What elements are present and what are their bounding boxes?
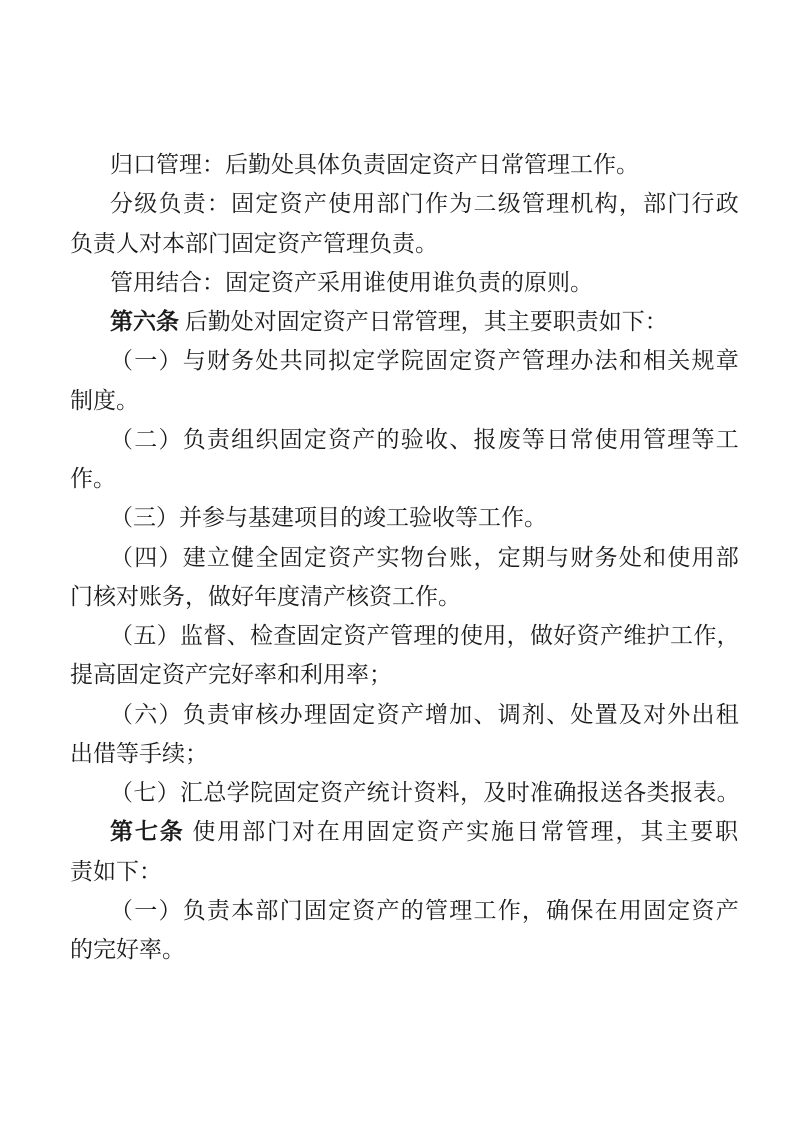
text-run: （五）监督、检查固定资产管理的使用，做好资产维护工作， bbox=[110, 623, 740, 648]
text-run: 作。 bbox=[70, 466, 116, 491]
text-run: （七）汇总学院固定资产统计资料，及时准确报送各类报表。 bbox=[110, 780, 740, 805]
text-run: （二）负责组织固定资产的验收、报废等日常使用管理等工 bbox=[110, 426, 740, 452]
text-run: 提高固定资产完好率和利用率； bbox=[70, 662, 392, 688]
text-line bbox=[70, 263, 740, 302]
text-run: 出借等手续； bbox=[70, 740, 208, 766]
text-run: 门核对账务，做好年度清产核资工作。 bbox=[70, 583, 461, 609]
text-line bbox=[70, 145, 740, 184]
text-line bbox=[70, 734, 740, 773]
text-run: （一）负责本部门固定资产的管理工作，确保在用固定资产 bbox=[110, 897, 740, 923]
text-line bbox=[70, 891, 740, 930]
paragraph bbox=[70, 891, 740, 970]
text-line bbox=[70, 577, 740, 616]
text-run: 归口管理：后勤处具体负责固定资产日常管理工作。 bbox=[110, 152, 639, 177]
text-line bbox=[70, 302, 740, 341]
text-line bbox=[70, 341, 740, 380]
text-line bbox=[70, 812, 740, 851]
text-run: 管用结合：固定资产采用谁使用谁负责的原则。 bbox=[110, 269, 593, 295]
text-run: （六）负责审核办理固定资产增加、调剂、处置及对外出租 bbox=[110, 701, 740, 727]
text-line bbox=[70, 538, 740, 577]
text-run: （四）建立健全固定资产实物台账，定期与财务处和使用部 bbox=[110, 544, 740, 570]
document-body bbox=[70, 145, 740, 969]
article-number: 第六条 bbox=[110, 309, 179, 334]
paragraph bbox=[70, 538, 740, 617]
text-line bbox=[70, 420, 740, 459]
paragraph bbox=[70, 773, 740, 812]
article-number: 第七条 bbox=[110, 819, 185, 845]
paragraph bbox=[70, 812, 740, 891]
text-run: 分级负责：固定资产使用部门作为二级管理机构，部门行政 bbox=[110, 191, 740, 217]
paragraph bbox=[70, 184, 740, 263]
paragraph bbox=[70, 616, 740, 695]
text-line bbox=[70, 224, 740, 263]
text-run: 负责人对本部门固定资产管理负责。 bbox=[70, 230, 438, 256]
text-line bbox=[70, 773, 740, 812]
text-line bbox=[70, 930, 740, 969]
text-line bbox=[70, 852, 740, 891]
text-line bbox=[70, 616, 740, 655]
paragraph bbox=[70, 341, 740, 420]
text-run: 的完好率。 bbox=[70, 937, 185, 962]
text-line bbox=[70, 695, 740, 734]
text-line bbox=[70, 498, 740, 537]
paragraph bbox=[70, 420, 740, 499]
text-line bbox=[70, 381, 740, 420]
paragraph bbox=[70, 498, 740, 537]
paragraph bbox=[70, 302, 740, 341]
text-run: 后勤处对固定资产日常管理，其主要职责如下： bbox=[179, 309, 668, 334]
text-run: （三）并参与基建项目的竣工验收等工作。 bbox=[110, 505, 547, 531]
paragraph bbox=[70, 263, 740, 302]
paragraph bbox=[70, 695, 740, 774]
text-line bbox=[70, 655, 740, 694]
text-line bbox=[70, 459, 740, 498]
text-run: （一）与财务处共同拟定学院固定资产管理办法和相关规章 bbox=[110, 348, 740, 374]
text-run: 使用部门对在用固定资产实施日常管理，其主要职 bbox=[184, 819, 741, 845]
text-run: 责如下： bbox=[70, 858, 162, 884]
text-line bbox=[70, 184, 740, 223]
paragraph bbox=[70, 145, 740, 184]
text-run: 制度。 bbox=[70, 387, 139, 413]
